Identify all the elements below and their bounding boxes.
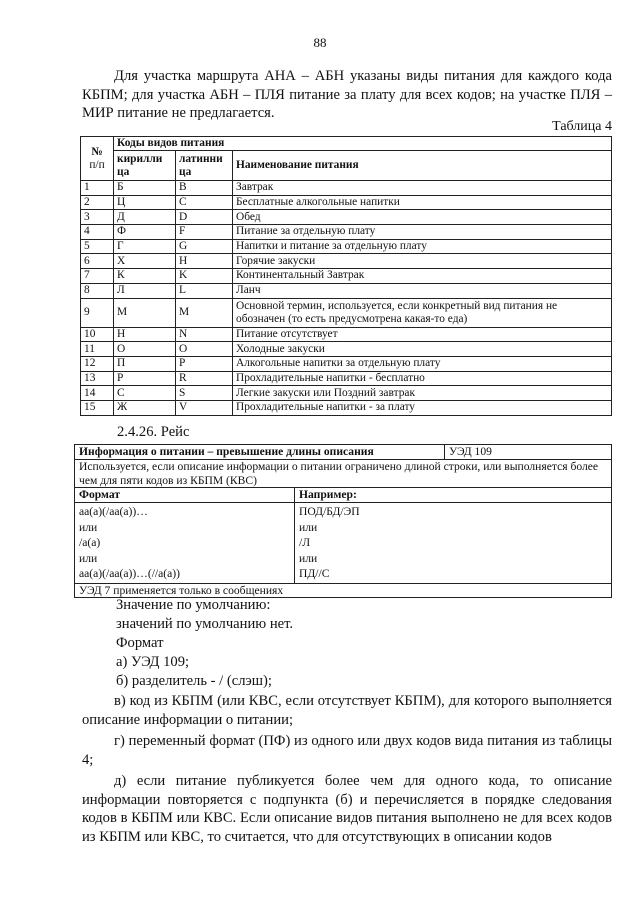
record-footer: УЭД 7 применяется только в сообщениях: [75, 583, 612, 598]
row-number: 7: [81, 269, 114, 284]
meal-row: [81, 327, 612, 342]
meal-row: [81, 269, 612, 284]
row-meal-name: Горячие закуски: [233, 254, 612, 269]
meal-row: [81, 181, 612, 196]
format-line: /а(а): [79, 536, 101, 549]
row-cyrillic-code: Л: [114, 283, 176, 298]
intro-text: Для участка маршрута АНА – АБН указаны виды питания для каждого кода КБПМ; для участка АБН – ПЛЯ питание за плату для всех кодов; на участке ПЛЯ – МИР питание не предлагается.: [82, 68, 612, 121]
intro-paragraph: [82, 67, 612, 123]
row-cyrillic-code: Б: [114, 181, 176, 196]
page-number: 88: [313, 35, 327, 50]
meal-row: [81, 225, 612, 240]
row-number: 13: [81, 371, 114, 386]
format-line: или: [79, 551, 98, 565]
format-label: Формат: [116, 635, 164, 651]
item-c: в) код из КБПМ (или КВС, если отсутствует КБПМ), для которого выполняется описание информации о питании;: [82, 693, 612, 728]
row-meal-name: Легкие закуски или Поздний завтрак: [233, 386, 612, 401]
row-meal-name: Обед: [233, 210, 612, 225]
meal-row: [81, 386, 612, 401]
row-number: 8: [81, 283, 114, 298]
row-number: 3: [81, 210, 114, 225]
row-cyrillic-code: Н: [114, 327, 176, 342]
row-number: 6: [81, 254, 114, 269]
row-latin-code: D: [176, 210, 233, 225]
row-number: 4: [81, 225, 114, 240]
format-line: аа(а)(/аа(а))…(//а(а)): [79, 567, 181, 580]
row-latin-code: R: [176, 371, 233, 386]
row-number: 1: [81, 181, 114, 196]
row-cyrillic-code: Р: [114, 371, 176, 386]
item-d: д) если питание публикуется более чем для одного кода, то описание информации повторяется с подпункта (б) и перечисляется в порядке следования кодов в КБПМ или КВС. Если описание видов питания выполнено не для всех кодов из КБПМ или КВС, то считается, что для отсутствующих в описании кодов: [82, 773, 612, 845]
meal-row: [81, 239, 612, 254]
header-codes: Коды видов питания: [114, 137, 612, 151]
row-number: 2: [81, 195, 114, 210]
row-cyrillic-code: Ц: [114, 195, 176, 210]
example-line: ПОД/БД/ЭП: [299, 505, 360, 518]
item-b: б) разделитель - / (слэш);: [116, 673, 272, 689]
row-cyrillic-code: Ф: [114, 225, 176, 240]
meal-row: [81, 371, 612, 386]
example-line: ПД//С: [299, 567, 330, 580]
row-meal-name: Питание отсутствует: [233, 327, 612, 342]
row-cyrillic-code: Д: [114, 210, 176, 225]
row-meal-name: Прохладительные напитки - бесплатно: [233, 371, 612, 386]
header-latin: [176, 151, 233, 181]
record-description: Используется, если описание информации о питании ограничено длиной строки, или выполняется более чем для пяти кодов из КБПМ (КВС): [75, 460, 612, 488]
row-cyrillic-code: М: [114, 298, 176, 327]
example-line: или: [299, 520, 318, 534]
example-line: или: [299, 551, 318, 565]
row-number: 5: [81, 239, 114, 254]
header-latin-line2: ца: [179, 165, 192, 178]
row-cyrillic-code: П: [114, 356, 176, 371]
row-latin-code: S: [176, 386, 233, 401]
header-number-line1: №: [91, 145, 103, 158]
row-cyrillic-code: К: [114, 269, 176, 284]
row-latin-code: K: [176, 269, 233, 284]
meal-row: [81, 342, 612, 357]
header-number-line2: п/п: [89, 158, 105, 171]
meal-row: [81, 195, 612, 210]
header-cyrillic: [114, 151, 176, 181]
row-number: 9: [81, 298, 114, 327]
row-meal-name: Континентальный Завтрак: [233, 269, 612, 284]
meal-codes-table-body: [81, 137, 612, 416]
format-line: аа(а)(/аа(а))…: [79, 505, 148, 518]
format-header: Формат: [75, 488, 295, 503]
record-title: Информация о питании – превышение длины описания: [75, 445, 445, 460]
default-label: Значение по умолчанию:: [116, 597, 271, 613]
record-code: УЭД 109: [445, 445, 612, 460]
meal-row: [81, 298, 612, 327]
header-latin-line1: латинни: [179, 152, 223, 165]
example-header: Например:: [295, 488, 612, 503]
row-latin-code: H: [176, 254, 233, 269]
format-lines: [75, 503, 295, 584]
row-number: 14: [81, 386, 114, 401]
default-value: значений по умолчанию нет.: [116, 616, 294, 632]
row-meal-name: Бесплатные алкогольные напитки: [233, 195, 612, 210]
row-meal-name: Ланч: [233, 283, 612, 298]
meal-row: [81, 283, 612, 298]
format-line: или: [79, 520, 98, 534]
row-latin-code: P: [176, 356, 233, 371]
row-meal-name: Холодные закуски: [233, 342, 612, 357]
row-meal-name: Прохладительные напитки - за плату: [233, 400, 612, 415]
header-meal-name: Наименование питания: [233, 151, 612, 181]
row-meal-name: Основной термин, используется, если конкретный вид питания не обозначен (то есть предусмотрена какая-то еда): [233, 298, 612, 327]
meal-codes-table: [80, 136, 612, 416]
row-latin-code: C: [176, 195, 233, 210]
row-meal-name: Напитки и питание за отдельную плату: [233, 239, 612, 254]
table-caption: Таблица 4: [552, 119, 612, 134]
header-number: [81, 137, 114, 181]
row-number: 12: [81, 356, 114, 371]
row-latin-code: B: [176, 181, 233, 196]
meal-row: [81, 210, 612, 225]
example-line: /Л: [299, 536, 311, 549]
row-cyrillic-code: Х: [114, 254, 176, 269]
row-latin-code: O: [176, 342, 233, 357]
row-latin-code: M: [176, 298, 233, 327]
section-heading: 2.4.26. Рейс: [117, 424, 190, 440]
row-meal-name: Питание за отдельную плату: [233, 225, 612, 240]
item-g: г) переменный формат (ПФ) из одного или двух кодов вида питания из таблицы 4;: [82, 733, 612, 768]
row-meal-name: Алкогольные напитки за отдельную плату: [233, 356, 612, 371]
row-number: 10: [81, 327, 114, 342]
row-cyrillic-code: О: [114, 342, 176, 357]
row-number: 15: [81, 400, 114, 415]
row-latin-code: L: [176, 283, 233, 298]
row-cyrillic-code: Г: [114, 239, 176, 254]
example-lines: [295, 503, 612, 584]
meal-row: [81, 400, 612, 415]
meal-row: [81, 254, 612, 269]
row-latin-code: V: [176, 400, 233, 415]
row-latin-code: F: [176, 225, 233, 240]
meal-row: [81, 356, 612, 371]
record-definition-box: [74, 444, 612, 598]
row-number: 11: [81, 342, 114, 357]
row-latin-code: N: [176, 327, 233, 342]
header-cyrillic-line1: кирилли: [117, 152, 163, 165]
item-a: а) УЭД 109;: [116, 654, 190, 670]
row-cyrillic-code: С: [114, 386, 176, 401]
row-cyrillic-code: Ж: [114, 400, 176, 415]
row-latin-code: G: [176, 239, 233, 254]
row-meal-name: Завтрак: [233, 181, 612, 196]
header-cyrillic-line2: ца: [117, 165, 130, 178]
